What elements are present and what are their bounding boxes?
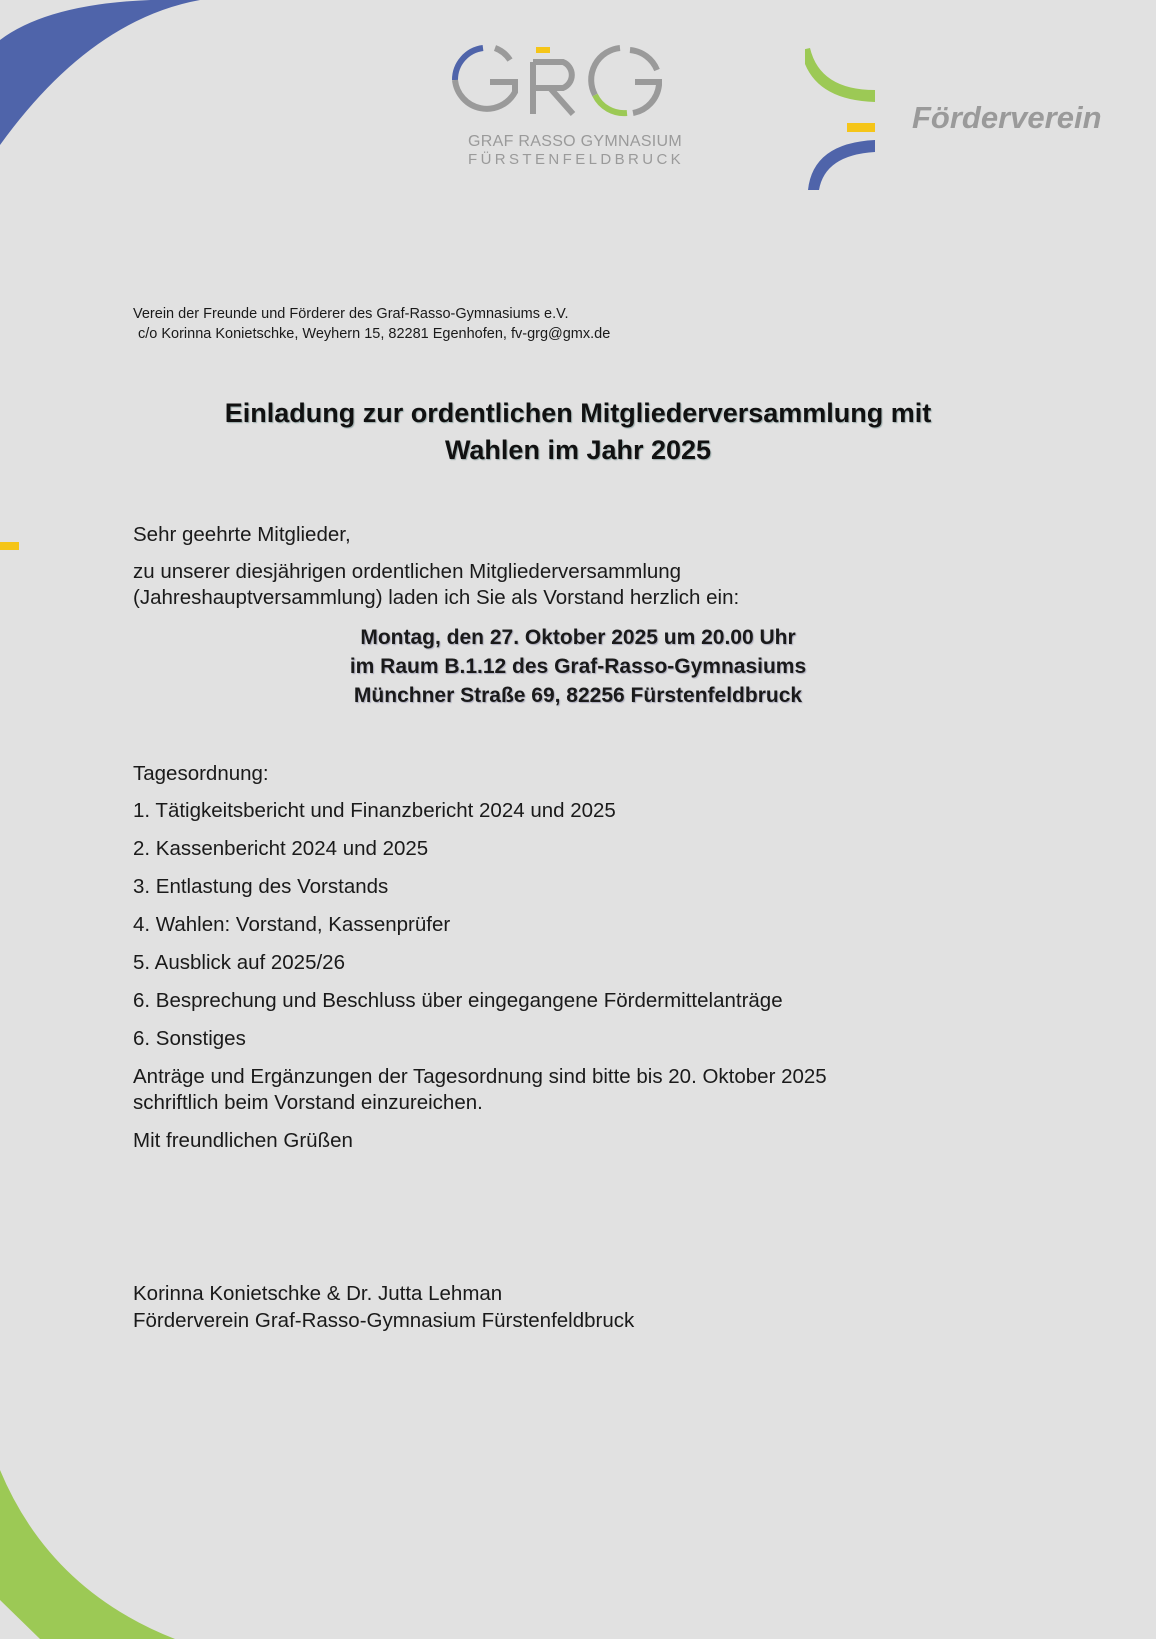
agenda-item: 2. Kassenbericht 2024 und 2025 [133,837,429,860]
intro-line2: (Jahreshauptversammlung) laden ich Sie als Vorstand herzlich ein: [133,586,740,609]
closing: Mit freundlichen Grüßen [133,1129,353,1152]
sender-line2: c/o Korinna Konietschke, Weyhern 15, 82281 Egenhofen, fv-grg@gmx.de [138,326,611,342]
notice-line2: schriftlich beim Vorstand einzureichen. [133,1091,483,1114]
agenda-item: 5. Ausblick auf 2025/26 [133,951,345,974]
intro-line1: zu unserer diesjährigen ordentlichen Mitgliederversammlung [133,560,682,583]
green-corner-swoosh [0,1440,200,1639]
notice-line1: Anträge und Ergänzungen der Tagesordnung sind bitte bis 20. Oktober 2025 [133,1065,827,1088]
grg-name-line2: FÜRSTENFELDBRUCK [468,151,685,168]
agenda-item: 4. Wahlen: Vorstand, Kassenprüfer [133,913,451,936]
agenda-item: 1. Tätigkeitsbericht und Finanzbericht 2024 und 2025 [133,799,616,822]
yellow-side-mark [0,542,19,550]
grg-name-line1: GRAF RASSO GYMNASIUM [468,133,683,150]
sender-line1: Verein der Freunde und Förderer des Graf-Rasso-Gymnasiums e.V. [133,306,569,322]
event-room: im Raum B.1.12 des Graf-Rasso-Gymnasiums [349,655,807,678]
signature-org: Förderverein Graf-Rasso-Gymnasium Fürstenfeldbruck [133,1309,635,1332]
salutation: Sehr geehrte Mitglieder, [133,523,351,546]
page-title-line1: Einladung zur ordentlichen Mitgliederversammlung mit [224,398,932,428]
blue-corner-swoosh [0,0,220,160]
event-address: Münchner Straße 69, 82256 Fürstenfeldbruck [353,684,803,707]
agenda-item: 6. Besprechung und Beschluss über eingegangene Fördermittelanträge [133,989,783,1012]
agenda-item: 3. Entlastung des Vorstands [133,875,389,898]
agenda-item: 6. Sonstiges [133,1027,246,1050]
foerderverein-mark [805,45,885,195]
grg-letters-logo [445,40,665,120]
agenda-heading: Tagesordnung: [133,762,269,785]
signature-names: Korinna Konietschke & Dr. Jutta Lehman [133,1282,503,1305]
event-date: Montag, den 27. Oktober 2025 um 20.00 Uhr [360,626,796,649]
page-title-line2: Wahlen im Jahr 2025 [444,435,712,465]
foerderverein-wordmark: Förderverein [912,100,1102,135]
